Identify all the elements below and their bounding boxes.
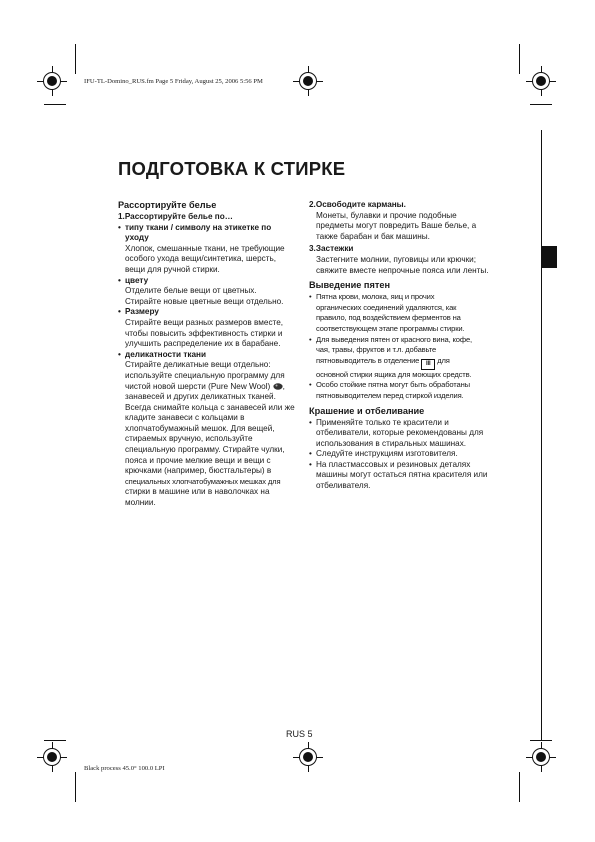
section-heading-stains: Выведение пятен: [309, 280, 390, 291]
bullet-delicacy-text: Стирайте деликатные вещи отдельно: используйте специальную программу для чистой новой шерсти (Pure New Wool) , занавесей и других деликатных тканей. Всегда снимайте кольца с занавесей или же кладите занавеси с кольцами в хлопчатобумажный мешок. Для вещей, стираемых вручную, используйте специальную программу. Стирайте чулки, пояса и прочие мелкие вещи и вещи с крючками (например, бюстгальтеры) в специальных хлопчатобумажных мешках для стирки в машине или в наволочках на молнии.: [125, 360, 295, 508]
dye-bullet-approved: • Применяйте только те красители и отбеливатели, которые рекомендованы для использования в стиральных машинах.: [309, 418, 489, 450]
page-title: ПОДГОТОВКА К СТИРКЕ: [118, 158, 346, 179]
step-3-text: Застегните молнии, пуговицы или крючки; свяжите вместе непрочные пояса или ленты.: [316, 254, 489, 275]
crop-mark: [44, 104, 66, 105]
slug-footer: Black process 45.0° 100.0 LPI: [84, 765, 165, 772]
stains-bullet-organic: • Пятна крови, молока, яиц и прочих органических соединений удаляются, как правило, под воздействием ферментов на соответствующем этапе программы стирки.: [309, 292, 489, 334]
step-2-heading: 2.Освободите карманы.: [309, 200, 406, 209]
registration-mark-top-center: [293, 66, 323, 96]
left-column: [118, 200, 296, 509]
bullet-delicacy: • деликатности ткани: [118, 350, 296, 361]
slug-header: IFU-TL-Domino_RUS.fm Page 5 Friday, August 25, 2006 5:56 PM: [84, 78, 263, 85]
registration-mark-top-left: [37, 66, 67, 96]
bullet-size-text: Стирайте вещи разных размеров вместе, чтобы повысить эффективность стирки и улучшить распределение их в барабане.: [125, 317, 284, 349]
step-3-heading: 3.Застежки: [309, 244, 354, 254]
bullet-color: • цвету: [118, 276, 296, 287]
wool-care-icon: [273, 382, 283, 390]
dye-bullet-plastic: • На пластмассовых и резиновых деталях машины могут остаться пятна красителя или отбеливателя.: [309, 460, 489, 492]
crop-mark: [530, 740, 552, 741]
section-heading-sort: Рассортируйте белье: [118, 200, 217, 210]
registration-mark-bottom-left: [37, 742, 67, 772]
detergent-compartment-icon: III: [421, 359, 435, 370]
crop-mark: [44, 740, 66, 741]
page-number: RUS 5: [286, 729, 313, 739]
registration-mark-bottom-right: [526, 742, 556, 772]
section-tab-marker: [541, 246, 557, 268]
bullet-size: • Размеру: [118, 307, 296, 318]
bullet-color-text: Отделите белые вещи от цветных. Стирайте новые цветные вещи отдельно.: [125, 286, 284, 306]
registration-mark-top-right: [526, 66, 556, 96]
crop-mark: [519, 44, 520, 74]
right-column: [309, 200, 489, 492]
bullet-fabric-type: • типу ткани / символу на этикетке по уходу: [118, 223, 296, 244]
crop-mark: [519, 772, 520, 802]
bullet-fabric-type-text: Хлопок, смешанные ткани, не требующие особого ухода вещи/синтетика, шерсть, вещи для ручной стирки.: [125, 243, 285, 274]
stains-bullet-stubborn: • Особо стойкие пятна могут быть обработаны пятновыводителем перед стиркой изделия.: [309, 380, 489, 401]
step-2-text: Монеты, булавки и прочие подобные предметы могут повредить Ваше белье, а также барабан и бак машины.: [316, 210, 477, 241]
crop-mark: [75, 44, 76, 74]
section-heading-dyeing: Крашение и отбеливание: [309, 405, 425, 416]
dye-bullet-instructions: • Следуйте инструкциям изготовителя.: [309, 449, 489, 460]
step-1-heading: 1.Рассортируйте белье по…: [118, 212, 233, 221]
crop-mark: [530, 104, 552, 105]
registration-mark-bottom-center: [293, 742, 323, 772]
crop-mark: [75, 772, 76, 802]
stains-bullet-wine: • Для выведения пятен от красного вина, кофе, чая, травы, фруктов и т.л. добавьте пятновыводитель в отделение III для основной стирки ящика для моющих средств.: [309, 335, 489, 381]
margin-rule: [541, 130, 542, 740]
